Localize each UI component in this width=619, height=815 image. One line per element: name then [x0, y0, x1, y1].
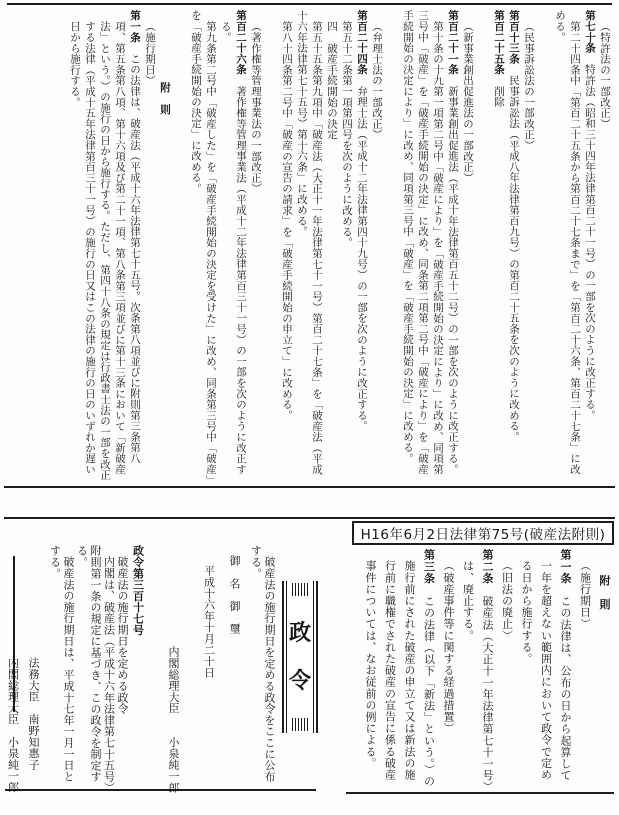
law-article: 第一条 この法律は、破産法（平成十六年法律第七十五号。次条第八項並びに附則第三条第八項、第五条第八項、第十六項及び第二十一項、第八条第三項並びに第十三条において「新破産法」という。）の施行の日から施行する。ただし、第四十八条の規定は行政書士法の一部を改正する法律（平成十五年法律第百三十一号）の施行の日又はこの法律の施行の日のいずれか遅い日から施行する。 [69, 10, 141, 481]
section-heading: （特許法の一部改正） [599, 21, 611, 129]
law-article: 第百二十六条 著作権等管理事業法（平成十二年法律第百三十一号）の一部を次のように改正する。 [220, 10, 247, 475]
prime-minister-countersignature: 内閣総理大臣 小泉純一郎 [6, 657, 20, 793]
page1-bottom-rule [4, 486, 615, 488]
patent-law-amendment [552, 10, 612, 482]
law-paragraph: 第五十二条第一項第四号を次のように改める。 [341, 21, 353, 248]
cabinet-order-body [48, 545, 129, 793]
section-heading: （著作権等管理事業法の一部改正） [250, 21, 262, 194]
minister-signatures [6, 657, 40, 793]
section-heading: （旧法の廃止） [500, 560, 514, 642]
section-heading: （施行期日） [144, 21, 156, 86]
article-number: 第一条 [559, 549, 572, 584]
law-paragraph: 第十条の十九第一項第二号中「破産により」を「破産手続開始の決定により」に改め、同項第三号中「破産」を「破産手続開始の決定」に改め、同条第二項第二号中「破産により」を「破産手続開始の決定により」に改め、同項第三号中「破産」を「破産手続開始の決定」に改める。 [402, 10, 444, 475]
article-number: 第百二十四条 [356, 10, 368, 75]
article-number: 第七十条 [584, 10, 596, 54]
cabinet-order-block [8, 545, 318, 793]
banner-hatch-bottom [292, 718, 308, 731]
cabinet-order-banner [282, 581, 318, 733]
law-paragraph: 第八十四条第二号中「破産の宣告の請求」を「破産手続開始の申立て」に改める。 [281, 21, 293, 421]
cabinet-order-enactment-clause: 内閣は、破産法（平成十六年法律第七十五号）附則第一条の規定に基づき、この政令を制定する。 [75, 545, 116, 788]
section-heading: （民事訴訟法の一部改正） [523, 21, 535, 151]
promulgation-sentence-block [249, 545, 276, 793]
copyright-management-law-amendment [188, 10, 263, 482]
banner-char-rei: 令 [288, 668, 311, 694]
supplementary-provisions-heading: 附 則 [159, 82, 171, 115]
article-number: 第百十三条 [508, 10, 520, 64]
law-article: 第百二十五条 削除 [493, 10, 505, 108]
law-paragraph: 第二十四条中「第百二十五条から第百二十七条まで」を「第百二十六条、第百二十七条」に改める。 [554, 10, 581, 475]
page-top-rule [7, 3, 612, 5]
law-article: 第三条 この法律（以下「新法」という。）の施行前にされた破産の申立て又は新法の施行前に職権でされた破産の宣告に係る破産事件については、なお従前の例による。 [364, 549, 436, 788]
cabinet-order-banner-inner [286, 581, 314, 733]
article-number: 第三条 [422, 549, 436, 584]
justice-minister-signature: 法務大臣 南野知惠子 [27, 657, 40, 771]
page2-right-bottom-rule [346, 792, 614, 794]
banner-char-sei: 政 [288, 620, 311, 646]
bankruptcy-law-supplementary-provisions [361, 549, 615, 789]
section-heading: （新事業創出促進法の一部改正） [462, 21, 474, 183]
new-business-creation-law-amendment [400, 10, 475, 482]
law-paragraph: 第九条第二号中「破産した」を「破産手続開始の決定を受けた」に改め、同条第三号中「破産」を「破産手続開始の決定」に改める。 [190, 10, 217, 481]
supplementary-provisions-heading: 附 則 [598, 575, 611, 610]
law-article: 第七十条 特許法（昭和三十四年法律第百二十一号）の一部を次のように改正する。 [584, 10, 596, 421]
law-article: 第百二十一条 新事業創出促進法（平成十年法律第百五十二号）の一部を次のように改正する。 [447, 10, 459, 475]
article-number: 第二条 [481, 549, 494, 584]
article-number: 第百二十五条 [493, 10, 505, 75]
cabinet-order-effective-date-clause: 破産法の施行期日は、平成十七年一月一日とする。 [48, 545, 75, 782]
promulgation-date: 平成十六年十月二十日 [202, 565, 216, 678]
law-article: 第二条 破産法（大正十一年法律第七十一号）は、廃止する。 [461, 549, 494, 788]
section-heading: （破産事件等に関する経過措置） [442, 560, 455, 734]
law-article: 第百十三条 民事訴訟法（平成八年法律第百九号）の第百二十五条を次のように改める。 [508, 10, 520, 442]
section-heading: （施行期日） [578, 560, 592, 630]
law-paragraph: 四 破産手続開始の決定 [326, 21, 338, 140]
article-number: 第百二十六条 [235, 10, 247, 75]
law-article: 第百二十四条 弁理士法（平成十二年法律第四十九号）の一部を次のように改正する。 [356, 10, 368, 432]
article-number: 第百二十一条 [447, 10, 459, 75]
promulgation-sentence: 破産法の施行期日を定める政令をここに公布する。 [249, 545, 276, 782]
cabinet-order-number: 政令第三百十七号 [131, 545, 145, 636]
law-reference-header-box [352, 521, 614, 545]
article-number: 第一条 [129, 10, 141, 43]
law-paragraph: 第五十五条第九項中「破産法（大正十一年法律第七十一号）第百二十七条」を「破産法（平成十六年法律第七十五号）第十六条」に改める。 [296, 10, 323, 475]
supplementary-provisions [67, 10, 172, 482]
law-reference-label: H16年6月2日法律第75号(破産法附則) [360, 527, 606, 543]
gazette-page-amendments [8, 10, 612, 482]
gazette-page-supplementary [350, 549, 614, 789]
law-article: 第一条 この法律は、公布の日から起算して一年を超えない範囲内において政令で定める日から施行する。 [520, 549, 572, 782]
banner-hatch-top [292, 583, 308, 596]
page2-top-rule [4, 517, 615, 519]
prime-minister-signature: 内閣総理大臣 小泉純一郎 [167, 646, 180, 793]
patent-attorney-law-amendment [279, 10, 384, 482]
cabinet-order-title: 破産法の施行期日を定める政令 [116, 556, 129, 715]
imperial-sign-and-seal: 御 名 御 璽 [228, 555, 241, 635]
civil-procedure-law-amendment [491, 10, 536, 482]
section-heading: （弁理士法の一部改正） [371, 21, 383, 140]
